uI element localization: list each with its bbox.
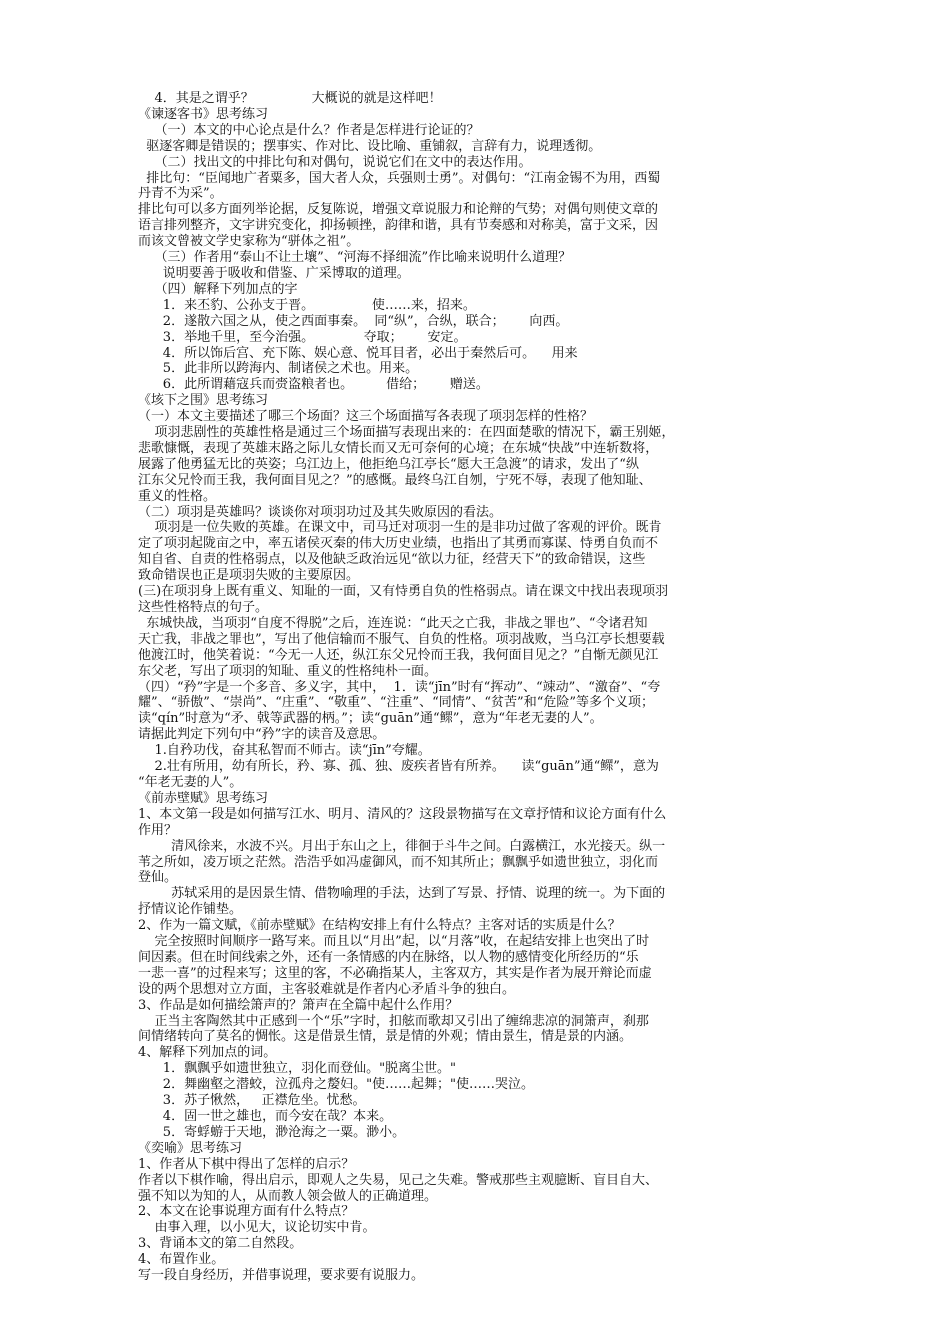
text-line: （三）作者用“泰山不让土壤”、“河海不择细流”作比喻来说明什么道理？ — [138, 250, 572, 266]
text-line: 一悲一喜”的过程来写；这里的客，不必确指某人，主客双方，其实是作者为展开辩论而虚 — [138, 965, 652, 981]
text-line: 作用？ — [138, 822, 178, 838]
text-line: 项羽悲剧性的英雄性格是通过三个场面描写表现出来的：在四面楚歌的情况下，霸王别姬， — [138, 425, 675, 441]
text-line: 江东父兄怜而王我，我何面目见之？”的感慨。最终乌江自刎，宁死不辱，表现了他知耻、 — [138, 472, 652, 488]
text-line: 2、本文在论事说理方面有什么特点？ — [138, 1204, 355, 1220]
text-line: 致命错误也正是项羽失败的主要原因。 — [138, 568, 360, 584]
text-line: 定了项羽起陇亩之中，率五诸侯灭秦的伟大历史业绩，也指出了其勇而寡谋、恃勇自负而不 — [138, 536, 659, 552]
text-line: 排比句可以多方面列举论据，反复陈说，增强文章说服力和论辩的气势；对偶句则使文章的 — [138, 202, 659, 218]
text-line: 丹青不为采”。 — [138, 186, 223, 202]
text-line: 3．苏子愀然， 正襟危坐。忧愁。 — [138, 1093, 366, 1109]
text-line: 由事入理，以小见大，议论切实中肯。 — [138, 1220, 376, 1236]
text-line: 间因素。但在时间线索之外，还有一条情感的内在脉络，以人物的感情变化所经历的“乐 — [138, 949, 639, 965]
text-line: (三)在项羽身上既有重义、知耻的一面，又有恃勇自负的性格弱点。请在课文中找出表现项羽 — [138, 584, 669, 600]
text-line: （一）本文主要描述了哪三个场面？这三个场面描写各表现了项羽怎样的性格？ — [138, 409, 594, 425]
text-line: 3．举地千里，至今治强。 夺取； 安定。 — [138, 329, 467, 345]
text-line: 5．此非所以跨海内、制诸侯之术也。用来。 — [138, 361, 419, 377]
text-line: 作者以下棋作喻，得出启示，即观人之失易，见己之失难。警戒那些主观臆断、盲目自大、 — [138, 1172, 659, 1188]
text-line: 2.壮有所用，幼有所长，矜、寡、孤、独、废疾者皆有所养。 读“guān”通“鳏”，意为 — [138, 759, 659, 775]
text-line: 1、本文第一段是如何描写江水、明月、清风的？这段景物描写在文章抒情和议论方面有什么 — [138, 806, 667, 822]
text-line: 2．遂散六国之从，使之西面事秦。 同“纵”，合纵，联合； 向西。 — [138, 313, 569, 329]
text-line: 4．其是之谓乎？ 大概说的就是这样吧！ — [138, 91, 442, 106]
text-line: 重义的性格。 — [138, 488, 217, 504]
text-line: 《奕喻》思考练习 — [138, 1140, 243, 1156]
text-line: （四）“矜”字是一个多音、多义字，其中， 1．读“jīn”时有“挥动”、“竦动”、“激奋”、“夸 — [138, 679, 661, 695]
document-body — [138, 91, 818, 1284]
text-line: 东城快战，当项羽“自度不得脱”之后，连连说：“此天之亡我，非战之罪也”、“令诸君知 — [138, 615, 648, 631]
text-line: “年老无妻的人”。 — [138, 774, 243, 790]
text-line: 项羽是一位失败的英雄。在课文中，司马迁对项羽一生的是非功过做了客观的评价。既肯 — [138, 520, 662, 536]
text-line: 抒情议论作铺垫。 — [138, 902, 243, 918]
text-line: 读“qín”时意为“矛、戟等武器的柄。”；读“guān”通“鳏”，意为“年老无妻的人”。 — [138, 711, 603, 727]
text-line: 3、作品是如何描绘箫声的？箫声在全篇中起什么作用？ — [138, 997, 459, 1013]
text-line: 《谏逐客书》思考练习 — [138, 106, 269, 122]
text-line: 4．固一世之雄也，而今安在哉？本来。 — [138, 1109, 393, 1124]
text-line: （四）解释下列加点的字 — [138, 281, 298, 297]
text-line: 3、背诵本文的第二自然段。 — [138, 1236, 303, 1252]
text-line: 强不知以为知的人，从而教人领会做人的正确道理。 — [138, 1188, 438, 1204]
text-line: 间情绪转向了莫名的惆怅。这是借景生情，景是情的外观；情由景生，情是景的内涵。 — [138, 1029, 633, 1045]
text-line: 苇之所如，凌万顷之茫然。浩浩乎如冯虚御风，而不知其所止；飘飘乎如遗世独立，羽化而 — [138, 854, 659, 870]
text-line: 清风徐来，水波不兴。月出于东山之上，徘徊于斗牛之间。白露横江，水光接天。纵一 — [138, 838, 666, 854]
text-line: 1．来丕豹、公孙支于晋。 使……来，招来。 — [138, 297, 476, 313]
text-line: 语言排列整齐，文字讲究变化，抑扬顿挫，韵律和谐，具有节奏感和对称美，富于文采，因 — [138, 218, 659, 234]
text-line: 4、布置作业。 — [138, 1252, 225, 1268]
text-line: 知自省、自责的性格弱点，以及他缺乏政治远见“欲以力征，经营天下”的致命错误，这些 — [138, 552, 646, 568]
text-line: 完全按照时间顺序一路写来。而且以“月出”起，以“月落”收，在起结安排上也突出了时 — [138, 934, 650, 950]
text-line: 驱逐客卿是错误的；摆事实、作对比、设比喻、重铺叙，言辞有力，说理透彻。 — [138, 138, 602, 154]
text-line: 耀”、“骄傲”、“崇尚”、“庄重”、“敬重”、“注重”、“同情”、“贫苦”和“危险”等多个义项； — [138, 695, 654, 711]
text-line: 悲歌慷慨，表现了英雄末路之际儿女情长而又无可奈何的心境；在东城“快战”中连斩数将， — [138, 440, 659, 456]
text-line: 正当主客陶然其中正感到一个“乐”字时，扣舷而歌却又引出了缠绵悲凉的洞箫声，刹那 — [138, 1013, 649, 1029]
text-line: 1、作者从下棋中得出了怎样的启示？ — [138, 1156, 355, 1172]
text-line: 设的两个思想对立方面，主客驳难就是作者内心矛盾斗争的独白。 — [138, 981, 516, 997]
text-line: 东父老，写出了项羽的知耻、重义的性格纯朴一面。 — [138, 663, 438, 679]
text-line: 1．飘飘乎如遗世独立，羽化而登仙。"脱离尘世。" — [138, 1061, 457, 1077]
text-line: 《垓下之围》思考练习 — [138, 393, 269, 409]
text-line: 写一段自身经历，并借事说理，要求要有说服力。 — [138, 1268, 425, 1284]
text-line: （二）项羽是英雄吗？谈谈你对项羽功过及其失败原因的看法。 — [138, 504, 503, 520]
text-line: 登仙。 — [138, 870, 178, 886]
text-line: 4．所以饰后宫、充下陈、娱心意、悦耳目者，必出于秦然后可。 用来 — [138, 345, 578, 361]
text-line: 请据此判定下列句中“矜”字的读音及意思。 — [138, 727, 386, 743]
text-line: （二）找出文的中排比句和对偶句，说说它们在文中的表达作用。 — [138, 154, 532, 170]
text-line: 苏轼采用的是因景生情、借物喻理的手法，达到了写景、抒情、说理的统一。为下面的 — [138, 886, 666, 902]
text-line: 而该文曾被文学史家称为“骈体之祖”。 — [138, 234, 360, 250]
text-line: 5．寄蜉蝣于天地，渺沧海之一粟。渺小。 — [138, 1124, 406, 1140]
text-line: 排比句：“臣闻地广者粟多，国大者人众，兵强则士勇”。对偶句：“江南金锡不为用，西蜀 — [138, 170, 661, 186]
text-line: 2、作为一篇文赋，《前赤壁赋》在结构安排上有什么特点？主客对话的实质是什么？ — [138, 918, 621, 934]
text-line: 展露了他勇猛无比的英姿；乌江边上，他拒绝乌江亭长“愿大王急渡”的请求，发出了“纵 — [138, 456, 639, 472]
text-line: 这些性格特点的句子。 — [138, 600, 269, 615]
text-line: 6．此所谓藉寇兵而赍盗粮者也。 借给； 赠送。 — [138, 377, 489, 393]
text-line: 说明要善于吸收和借鉴、广采博取的道理。 — [138, 265, 410, 281]
text-line: 1.自矜功伐，奋其私智而不师古。读“jīn”夸耀。 — [138, 743, 431, 759]
text-line: 4、解释下列加点的词。 — [138, 1045, 277, 1061]
text-line: 天亡我，非战之罪也”，写出了他信输而不服气、自负的性格。项羽战败，当乌江亭长想要载 — [138, 631, 665, 647]
text-line: 2．舞幽壑之潜蛟，泣孤舟之嫠妇。"使……起舞；"使……哭泣。 — [138, 1077, 535, 1093]
text-line: 《前赤壁赋》思考练习 — [138, 790, 269, 806]
text-line: （一）本文的中心论点是什么？作者是怎样进行论证的？ — [138, 122, 480, 138]
text-line: 他渡江时，他笑着说：“今无一人还，纵江东父兄怜而王我，我何面目见之？”自惭无颜见江 — [138, 647, 659, 663]
